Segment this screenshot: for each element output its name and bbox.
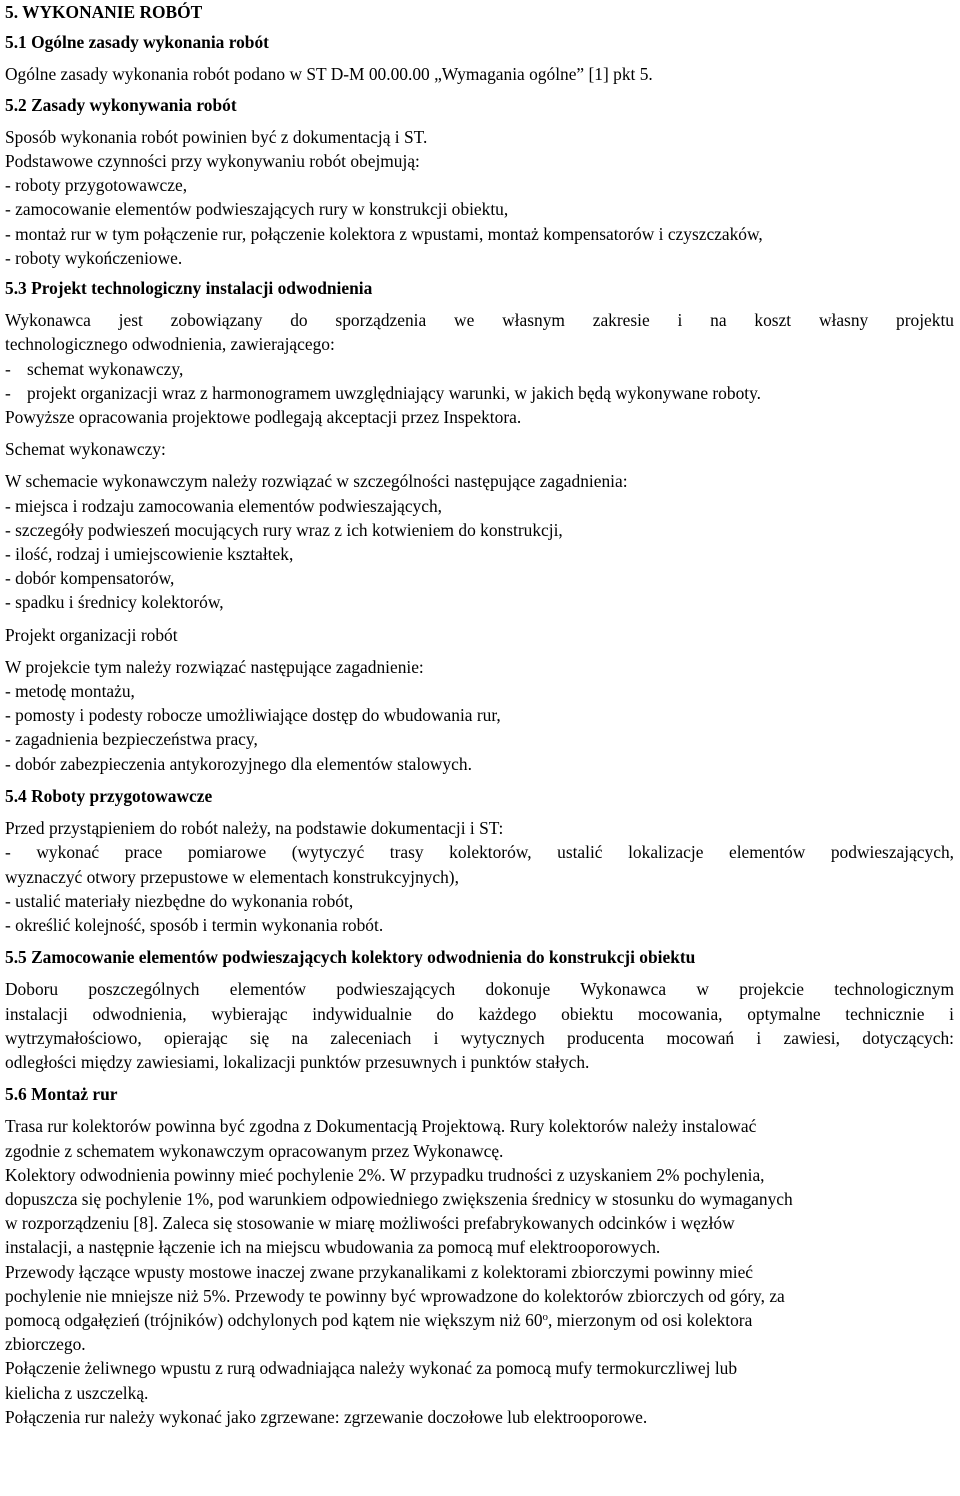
degree-superscript: o xyxy=(542,1310,549,1323)
section-5-1-heading: 5.1 Ogólne zasady wykonania robót xyxy=(5,32,269,53)
list-item-text: schemat wykonawczy, xyxy=(27,358,184,379)
section-5-4-body xyxy=(5,816,954,937)
section-5-6-body xyxy=(5,1114,954,1429)
section-5-6-heading: 5.6 Montaż rur xyxy=(5,1084,118,1105)
list-item: - dobór kompensatorów, xyxy=(5,568,175,589)
text-line: instalacji odwodnienia, wybierając indywidualnie do każdego obiektu mocowania, optymalne technicznie i xyxy=(5,1003,954,1024)
text-line: Przed przystąpieniem do robót należy, na podstawie dokumentacji i ST: xyxy=(5,818,504,839)
text-line: Powyższe opracowania projektowe podlegają akceptacji przez Inspektora. xyxy=(5,407,522,428)
section-5-2-body xyxy=(5,125,954,270)
text-line: W schemacie wykonawczym należy rozwiązać w szczególności następujące zagadnienia: xyxy=(5,471,628,492)
list-item: - dobór zabezpieczenia antykorozyjnego dla elementów stalowych. xyxy=(5,753,472,774)
list-item: - metodę montażu, xyxy=(5,681,135,702)
schemat-body xyxy=(5,469,954,614)
text-line: technologicznego odwodnienia, zawierającego: xyxy=(5,334,335,355)
list-item: - montaż rur w tym połączenie rur, połączenie kolektora z wpustami, montaż kompensatorów i czyszczaków, xyxy=(5,223,763,244)
list-item xyxy=(5,381,954,405)
text-fragment: , mierzonym od osi kolektora xyxy=(548,1309,753,1330)
projekt-heading: Projekt organizacji robót xyxy=(5,624,178,645)
list-item: - miejsca i rodzaju zamocowania elementów podwieszających, xyxy=(5,495,442,516)
list-dash: - xyxy=(5,382,11,403)
text-line: pochylenie nie mniejsze niż 5%. Przewody te powinny być wprowadzone do kolektorów zbiorczych od góry, za xyxy=(5,1285,785,1306)
section-5-5-body xyxy=(5,977,954,1074)
text-fragment: pomocą odgałęzień (trójników) odchylonych pod kątem nie większym niż 60 xyxy=(5,1309,543,1330)
projekt-body xyxy=(5,655,954,776)
text-line: zbiorczego. xyxy=(5,1334,86,1355)
list-item-text: projekt organizacji wraz z harmonogramem uwzględniający warunki, w jakich będą wykonywane roboty. xyxy=(27,382,762,403)
list-item: - szczegóły podwieszeń mocujących rury wraz z ich kotwieniem do konstrukcji, xyxy=(5,519,563,540)
list-item: - pomosty i podesty robocze umożliwiające dostęp do wbudowania rur, xyxy=(5,705,501,726)
text-line: Przewody łączące wpusty mostowe inaczej zwane przykanalikami z kolektorami zbiorczymi powinny mieć xyxy=(5,1261,754,1282)
text-line: zgodnie z schematem wykonawczym opracowanym przez Wykonawcę. xyxy=(5,1140,504,1161)
section-5-heading: 5. WYKONANIE ROBÓT xyxy=(5,2,203,22)
list-item: - określić kolejność, sposób i termin wykonania robót. xyxy=(5,914,384,935)
list-item: - zagadnienia bezpieczeństwa pracy, xyxy=(5,729,258,750)
list-item: - ustalić materiały niezbędne do wykonania robót, xyxy=(5,890,354,911)
section-5-2-heading: 5.2 Zasady wykonywania robót xyxy=(5,94,237,115)
text-line: wyznaczyć otwory przepustowe w elementach konstrukcyjnych), xyxy=(5,866,459,887)
text-line: w rozporządzeniu [8]. Zaleca się stosowanie w miarę możliwości prefabrykowanych odcinków i węzłów xyxy=(5,1213,735,1234)
list-item xyxy=(5,357,954,381)
text-line: Połączenia rur należy wykonać jako zgrzewane: zgrzewanie doczołowe lub elektrooporowe. xyxy=(5,1406,648,1427)
text-line: odległości między zawiesiami, lokalizacji punktów przesuwnych i punktów stałych. xyxy=(5,1051,590,1072)
text-line: W projekcie tym należy rozwiązać następujące zagadnienie: xyxy=(5,656,424,677)
list-dash: - xyxy=(5,358,11,379)
section-5-3-heading: 5.3 Projekt technologiczny instalacji odwodnienia xyxy=(5,278,373,299)
text-line: instalacji, a następnie łączenie ich na miejscu wbudowania za pomocą muf elektrooporowych. xyxy=(5,1237,661,1258)
text-line: dopuszcza się pochylenie 1%, pod warunkiem odpowiedniego zwiększenia średnicy w stosunku do wymaganych xyxy=(5,1188,793,1209)
text-line: Podstawowe czynności przy wykonywaniu robót obejmują: xyxy=(5,151,420,172)
list-item: - zamocowanie elementów podwieszających rury w konstrukcji obiektu, xyxy=(5,199,509,220)
text-line: kielicha z uszczelką. xyxy=(5,1382,149,1403)
text-line: Połączenie żeliwnego wpustu z rurą odwadniająca należy wykonać za pomocą mufy termokurczliwej lub xyxy=(5,1358,738,1379)
section-5-1-text: Ogólne zasady wykonania robót podano w ST D-M 00.00.00 „Wymagania ogólne” [1] pkt 5. xyxy=(5,64,653,85)
list-item: - roboty przygotowawcze, xyxy=(5,175,188,196)
section-5-4-heading: 5.4 Roboty przygotowawcze xyxy=(5,785,213,806)
schemat-heading: Schemat wykonawczy: xyxy=(5,439,166,460)
list-item: - wykonać prace pomiarowe (wytyczyć trasy kolektorów, ustalić lokalizacje elementów podwieszających, xyxy=(5,842,954,863)
text-line: Sposób wykonania robót powinien być z dokumentacją i ST. xyxy=(5,126,428,147)
text-line xyxy=(5,1308,954,1332)
text-line: Wykonawca jest zobowiązany do sporządzenia we własnym zakresie i na koszt własny projektu xyxy=(5,310,954,331)
text-line: wytrzymałościowo, opierając się na zaleceniach i wytycznych producenta mocowań i zawiesi, dotyczących: xyxy=(5,1027,954,1048)
list-item: - ilość, rodzaj i umiejscowienie kształtek, xyxy=(5,544,294,565)
list-item: - spadku i średnicy kolektorów, xyxy=(5,592,224,613)
list-item: - roboty wykończeniowe. xyxy=(5,247,183,268)
text-line: Trasa rur kolektorów powinna być zgodna z Dokumentacją Projektową. Rury kolektorów należy instalować xyxy=(5,1116,757,1137)
section-5-3-intro xyxy=(5,308,954,429)
text-line: Doboru poszczególnych elementów podwieszających dokonuje Wykonawca w projekcie technologicznym xyxy=(5,979,954,1000)
text-line: Kolektory odwodnienia powinny mieć pochylenie 2%. W przypadku trudności z uzyskaniem 2% pochylenia, xyxy=(5,1164,765,1185)
section-5-5-heading: 5.5 Zamocowanie elementów podwieszających kolektory odwodnienia do konstrukcji obiektu xyxy=(5,947,696,968)
